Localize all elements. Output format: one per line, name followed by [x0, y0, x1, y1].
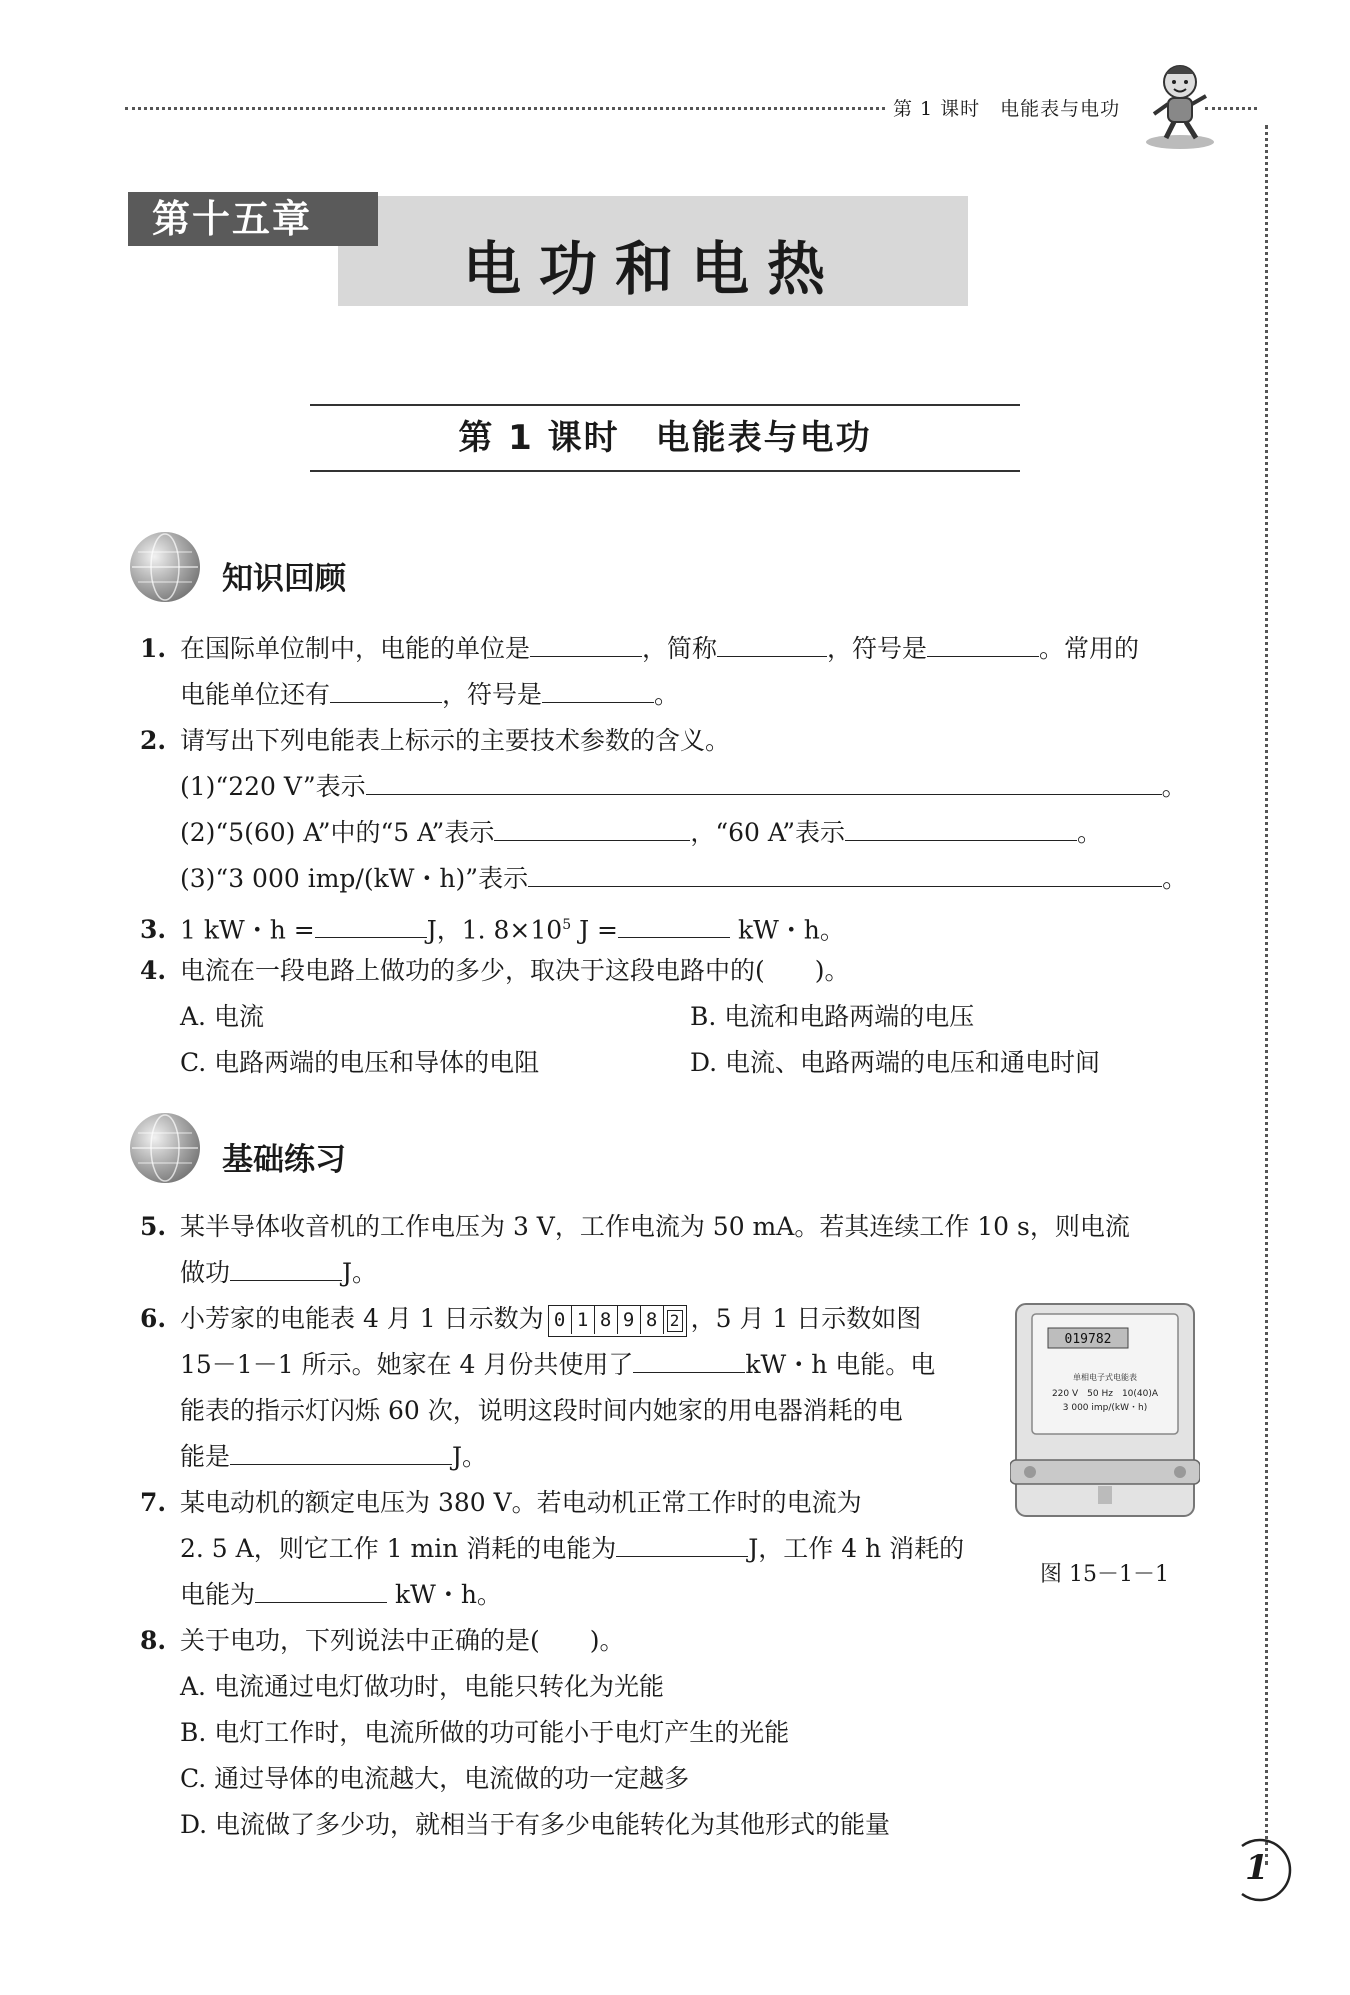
question-1-line-2: 电能单位还有 ，符号是 。	[180, 680, 680, 709]
figure-caption: 图 15－1－1	[1040, 1562, 1169, 1587]
question-2-item-2: (2)“5(60) A”中的“5 A”表示 ，“60 A”表示 。	[180, 818, 1103, 847]
question-7-line-3: 电能为 kW・h。	[180, 1580, 502, 1609]
option-8d: D. 电流做了多少功，就相当于有多少电能转化为其他形式的能量	[180, 1810, 891, 1839]
chapter-title: 电功和电热	[462, 235, 843, 303]
question-6-line-2: 15－1－1 所示。她家在 4 月份共使用了 kW・h 电能。电	[180, 1350, 936, 1379]
running-header-title: 第 1 课时 电能表与电功	[893, 98, 1121, 120]
question-2-item-3: (3)“3 000 imp/(kW・h)”表示 。	[180, 864, 1188, 893]
question-7: 7. 某电动机的额定电压为 380 V。若电动机正常工作时的电流为	[140, 1480, 862, 1526]
header-dotted-rule	[125, 107, 885, 110]
option-8a: A. 电流通过电灯做功时，电能只转化为光能	[180, 1672, 664, 1701]
meter-reading-box: 0 1 8 9 8 2	[548, 1305, 687, 1337]
option-8c: C. 通过导体的电流越大，电流做的功一定越多	[180, 1764, 690, 1793]
question-3: 3. 1 kW・h = J，1. $8\times 10^5$ J = kW・h。	[140, 902, 845, 953]
svg-text:单相电子式电能表: 单相电子式电能表	[1073, 1373, 1137, 1382]
question-number: 7.	[140, 1488, 167, 1517]
question-2: 2. 请写出下列电能表上标示的主要技术参数的含义。	[140, 718, 730, 764]
question-number: 5.	[140, 1212, 167, 1241]
question-number: 1.	[140, 634, 167, 663]
svg-text:220 V 50 Hz 10(40)A: 220 V 50 Hz 10(40)A	[1051, 1389, 1159, 1399]
electric-meter-image	[1010, 1300, 1200, 1530]
question-2-item-1: (1)“220 V”表示 。	[180, 772, 1187, 801]
lesson-title: 第 1 课时 电能表与电功	[458, 418, 872, 458]
margin-dotted-rule	[1265, 125, 1268, 1865]
question-7-line-2: 2. 5 A，则它工作 1 min 消耗的电能为 J，工作 4 h 消耗的	[180, 1534, 965, 1563]
question-6-line-4: 能是 J。	[180, 1442, 488, 1471]
question-4: 4. 电流在一段电路上做功的多少，取决于这段电路中的( )。	[140, 948, 850, 994]
lesson-rule-bottom	[310, 470, 1020, 472]
question-1: 1. 在国际单位制中，电能的单位是 ，简称 ，符号是 。常用的	[140, 626, 1139, 672]
question-5: 5. 某半导体收音机的工作电压为 3 V，工作电流为 50 mA。若其连续工作 10 s，则电流	[140, 1204, 1130, 1250]
question-6: 6. 小芳家的电能表 4 月 1 日示数为 0 1 8 9 8 2 ，5 月 1 日示数如图	[140, 1296, 921, 1342]
section-title-practice: 基础练习	[222, 1142, 346, 1178]
globe-grid-icon	[130, 1113, 200, 1183]
question-number: 4.	[140, 956, 167, 985]
svg-text:3 000 imp/(kW・h): 3 000 imp/(kW・h)	[1062, 1403, 1148, 1413]
option-4c: C. 电路两端的电压和导体的电阻	[180, 1048, 540, 1077]
question-number: 6.	[140, 1304, 167, 1333]
globe-grid-icon	[130, 532, 200, 602]
question-8: 8. 关于电功，下列说法中正确的是( )。	[140, 1618, 625, 1664]
svg-text:019782: 019782	[1064, 1332, 1112, 1347]
question-6-line-3: 能表的指示灯闪烁 60 次，说明这段时间内她家的用电器消耗的电	[180, 1396, 903, 1425]
mascot-icon	[1140, 58, 1220, 150]
option-4a: A. 电流	[180, 1002, 264, 1031]
question-number: 8.	[140, 1626, 167, 1655]
question-number: 3.	[140, 915, 167, 945]
option-4b: B. 电流和电路两端的电压	[690, 1002, 975, 1031]
option-8b: B. 电灯工作时，电流所做的功可能小于电灯产生的光能	[180, 1718, 790, 1747]
chapter-label: 第十五章	[128, 192, 378, 246]
page-number: 1	[1245, 1848, 1269, 1888]
question-number: 2.	[140, 726, 167, 755]
lesson-rule-top	[310, 404, 1020, 406]
section-title-review: 知识回顾	[222, 561, 346, 597]
question-5-line-2: 做功 J。	[180, 1258, 378, 1287]
option-4d: D. 电流、电路两端的电压和通电时间	[690, 1048, 1101, 1077]
